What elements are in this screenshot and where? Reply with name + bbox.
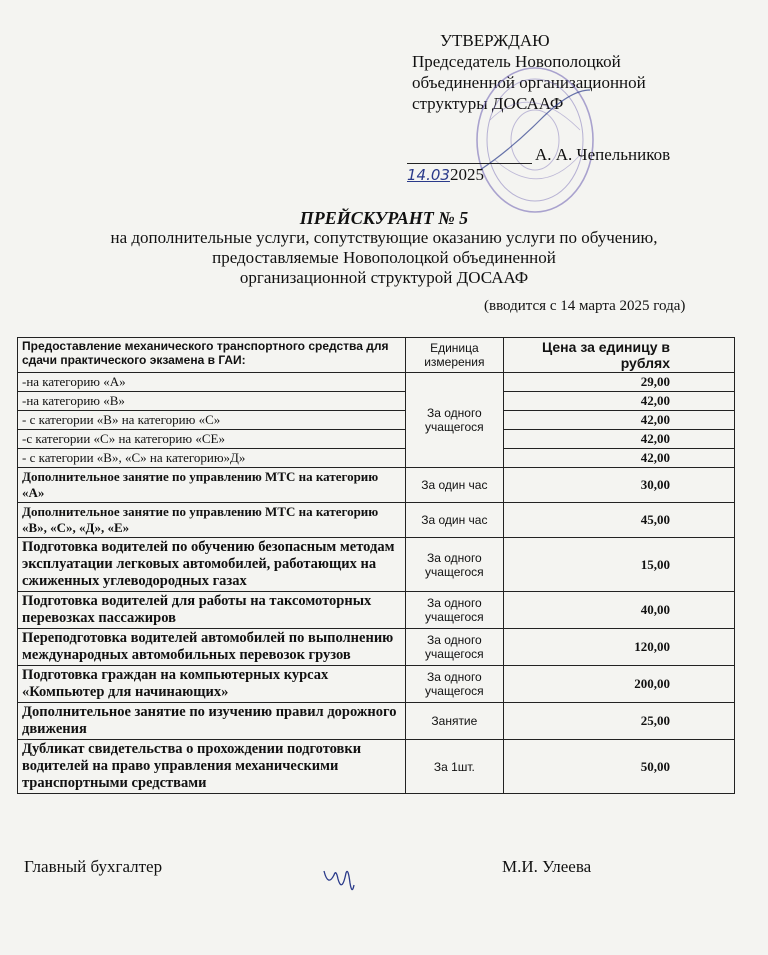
- exam-row-name: - с категории «В» на категорию «С»: [18, 411, 406, 430]
- service-unit: За один час: [405, 503, 504, 538]
- approval-line-2: объединенной организационной: [412, 73, 646, 92]
- service-row: [18, 468, 735, 503]
- service-price: 25,00: [504, 703, 735, 740]
- service-price: 40,00: [504, 592, 735, 629]
- handwritten-date: 14.03: [407, 166, 450, 184]
- service-row: [18, 592, 735, 629]
- approval-line-1: Председатель Новополоцкой: [412, 52, 621, 71]
- exam-row: [18, 430, 735, 449]
- exam-row-price: 29,00: [504, 373, 735, 392]
- service-price: 15,00: [504, 538, 735, 592]
- service-name: Подготовка граждан на компьютерных курсах «Компьютер для начинающих»: [18, 666, 406, 703]
- service-unit: За одного учащегося: [405, 538, 504, 592]
- approval-year: 2025: [449, 165, 484, 184]
- effective-date: (вводится с 14 марта 2025 года): [484, 298, 686, 314]
- service-row: [18, 503, 735, 538]
- title-line-4: организационной структурой ДОСААФ: [239, 268, 529, 287]
- service-unit: За один час: [405, 468, 504, 503]
- price-table: [17, 337, 735, 794]
- official-stamp: [470, 60, 600, 220]
- table-header-row: [18, 338, 735, 373]
- signature-line: [407, 163, 532, 164]
- title-line-2: на дополнительные услуги, сопутствующие оказанию услуги по обучению,: [110, 228, 658, 247]
- service-name: Дубликат свидетельства о прохождении подготовки водителей на право управления механическими транспортными средствами: [18, 740, 406, 794]
- exam-row-name: -на категорию «В»: [18, 392, 406, 411]
- service-name: Дополнительное занятие по изучению правил дорожного движения: [18, 703, 406, 740]
- exam-row-price: 42,00: [504, 449, 735, 468]
- exam-row: [18, 373, 735, 392]
- exam-row-price: 42,00: [504, 392, 735, 411]
- title-line-1: ПРЕЙСКУРАНТ № 5: [299, 208, 469, 228]
- service-row: [18, 740, 735, 794]
- exam-row-price: 42,00: [504, 430, 735, 449]
- accountant-signature: [320, 865, 360, 897]
- service-unit: За одного учащегося: [405, 666, 504, 703]
- service-unit: За 1шт.: [405, 740, 504, 794]
- service-price: 45,00: [504, 503, 735, 538]
- service-row: [18, 666, 735, 703]
- exam-row-name: -с категории «С» на категорию «СЕ»: [18, 430, 406, 449]
- service-price: 30,00: [504, 468, 735, 503]
- exam-unit: За одного учащегося: [405, 373, 504, 468]
- service-unit: За одного учащегося: [405, 592, 504, 629]
- service-name: Дополнительное занятие по управлению МТС на категорию «А»: [18, 468, 406, 503]
- exam-rows: [18, 373, 735, 468]
- exam-row-name: - с категории «В», «С» на категорию»Д»: [18, 449, 406, 468]
- approval-heading: УТВЕРЖДАЮ: [440, 31, 550, 50]
- service-name: Подготовка водителей по обучению безопасным методам эксплуатации легковых автомобилей, работающих на сжиженных углеводородных газах: [18, 538, 406, 592]
- signatory-name: А. А. Чепельников: [535, 145, 671, 164]
- service-row: [18, 538, 735, 592]
- exam-row: [18, 449, 735, 468]
- service-price: 120,00: [504, 629, 735, 666]
- document-title: [0, 208, 768, 288]
- service-row: [18, 703, 735, 740]
- header-price: Цена за единицу в рублях: [504, 338, 735, 373]
- exam-row: [18, 392, 735, 411]
- chief-accountant-label: Главный бухгалтер: [24, 857, 163, 876]
- header-service: Предоставление механического транспортного средства для сдачи практического экзамена в ГАИ:: [18, 338, 406, 373]
- service-unit: За одного учащегося: [405, 629, 504, 666]
- service-price: 200,00: [504, 666, 735, 703]
- header-unit: Единица измерения: [405, 338, 504, 373]
- exam-row-price: 42,00: [504, 411, 735, 430]
- exam-row: [18, 411, 735, 430]
- service-row: [18, 629, 735, 666]
- service-name: Переподготовка водителей автомобилей по выполнению международных автомобильных перевозок грузов: [18, 629, 406, 666]
- service-rows: [18, 468, 735, 794]
- service-name: Подготовка водителей для работы на таксомоторных перевозках пассажиров: [18, 592, 406, 629]
- approval-line-3: структуры ДОСААФ: [412, 94, 564, 113]
- approval-date: [405, 165, 484, 185]
- chief-accountant-name: М.И. Улеева: [502, 857, 592, 876]
- service-unit: Занятие: [405, 703, 504, 740]
- service-name: Дополнительное занятие по управлению МТС на категорию «В», «С», «Д», «Е»: [18, 503, 406, 538]
- service-price: 50,00: [504, 740, 735, 794]
- exam-row-name: -на категорию «А»: [18, 373, 406, 392]
- title-line-3: предоставляемые Новополоцкой объединенной: [212, 248, 556, 267]
